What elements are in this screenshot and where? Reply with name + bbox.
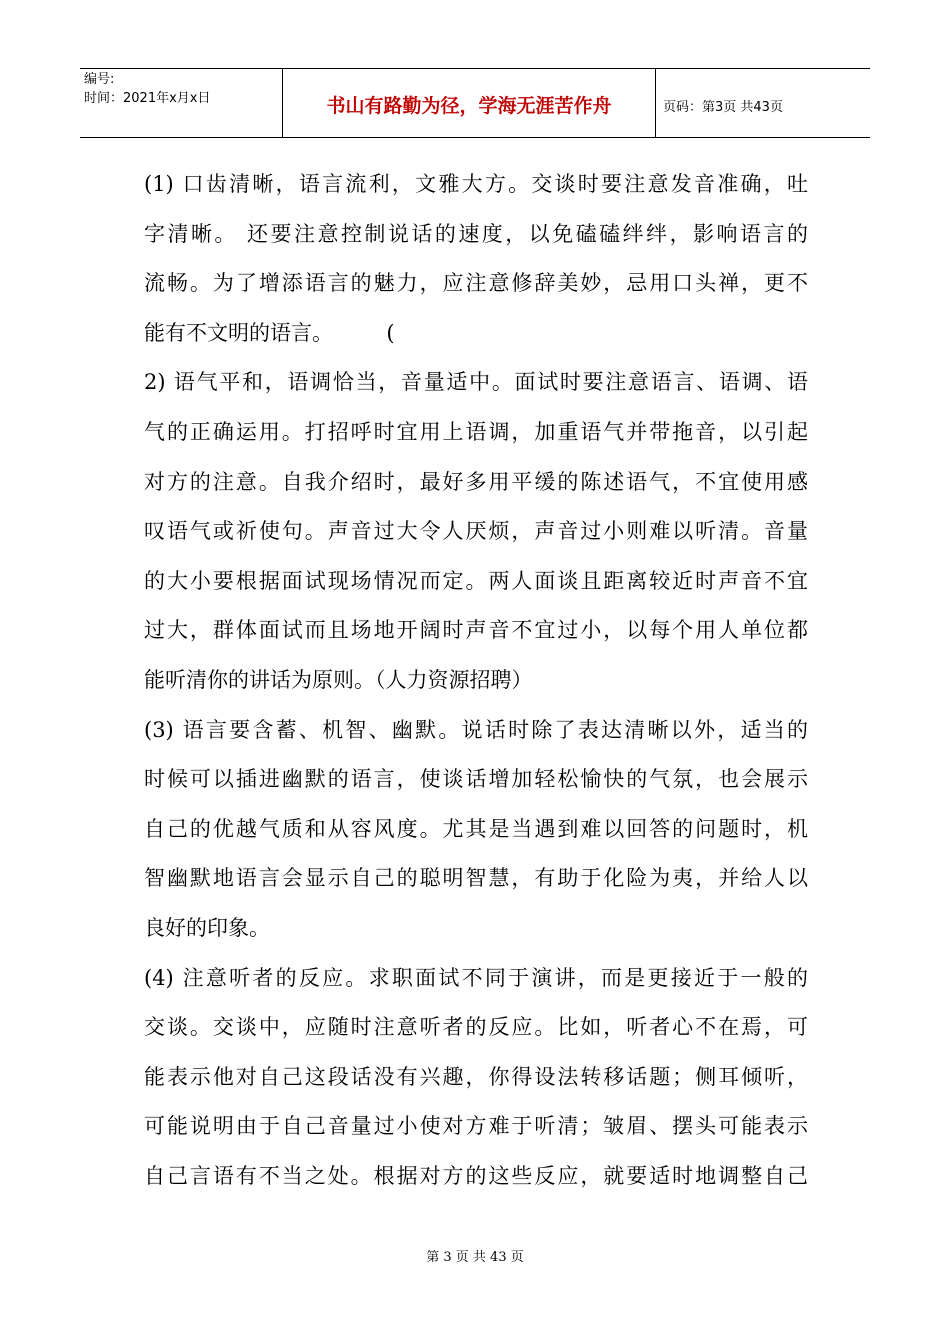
body-line: (1) 口齿清晰，语言流利，文雅大方。交谈时要注意发音准确，吐 [144, 172, 808, 196]
body-line: (3) 语言要含蓄、机智、幽默。说话时除了表达清晰以外，适当的 [144, 717, 808, 742]
body-line: 的大小要根据面试现场情况而定。两人面谈且距离较近时声音不宜 [144, 568, 808, 593]
body-line: (4) 注意听者的反应。求职面试不同于演讲，而是更接近于一般的 [144, 965, 808, 990]
body-line: 气的正确运用。打招呼时宜用上语调，加重语气并带拖音，以引起 [144, 419, 808, 444]
body-line: 叹语气或祈使句。声音过大令人厌烦，声音过小则难以听清。音量 [144, 519, 808, 544]
body-line: 自己的优越气质和从容风度。尤其是当遇到难以回答的问题时，机 [144, 816, 808, 841]
document-body [144, 160, 808, 1201]
date-label: 时间：2021年x月x日 [84, 91, 211, 106]
body-line: 可能说明由于自己音量过小使对方难于听清；皱眉、摆头可能表示 [144, 1114, 808, 1139]
page-info: 页码：第3页 共43页 [663, 100, 783, 115]
page-header [80, 68, 870, 138]
body-line: 字清晰。 还要注意控制说话的速度，以免磕磕绊绊，影响语言的 [144, 221, 808, 246]
header-page-cell [655, 69, 870, 137]
body-line: 过大，群体面试而且场地开阔时声音不宜过小，以每个用人单位都 [144, 618, 808, 643]
page-footer: 第 3 页 共 43 页 [426, 1250, 524, 1265]
body-line: 时候可以插进幽默的语言，使谈话增加轻松愉快的气氛，也会展示 [144, 767, 808, 792]
body-line: 自己言语有不当之处。根据对方的这些反应，就要适时地调整自己 [144, 1163, 808, 1188]
body-line: 交谈。交谈中，应随时注意听者的反应。比如，听者心不在焉，可 [144, 1015, 808, 1040]
body-line: 能表示他对自己这段话没有兴趣，你得设法转移话题；侧耳倾听， [144, 1064, 808, 1089]
header-meta [80, 69, 282, 137]
body-line: 对方的注意。自我介绍时，最好多用平缓的陈述语气，不宜使用感 [144, 469, 808, 494]
body-line: 能有不文明的语言。 ( [144, 320, 395, 345]
body-line: 智幽默地语言会显示自己的聪明智慧，有助于化险为夷，并给人以 [144, 866, 808, 891]
number-label: 编号: [84, 72, 115, 87]
body-line: 流畅。为了增添语言的魅力，应注意修辞美妙，忌用口头禅，更不 [144, 271, 808, 296]
body-line: 能听清你的讲话为原则。（人力资源招聘） [144, 667, 533, 692]
body-line: 良好的印象。 [144, 915, 270, 940]
body-line: 2) 语气平和，语调恰当，音量适中。面试时要注意语言、语调、语 [144, 370, 808, 395]
header-motto-cell [282, 69, 656, 137]
motto: 书山有路勤为径，学海无涯苦作舟 [326, 95, 612, 117]
